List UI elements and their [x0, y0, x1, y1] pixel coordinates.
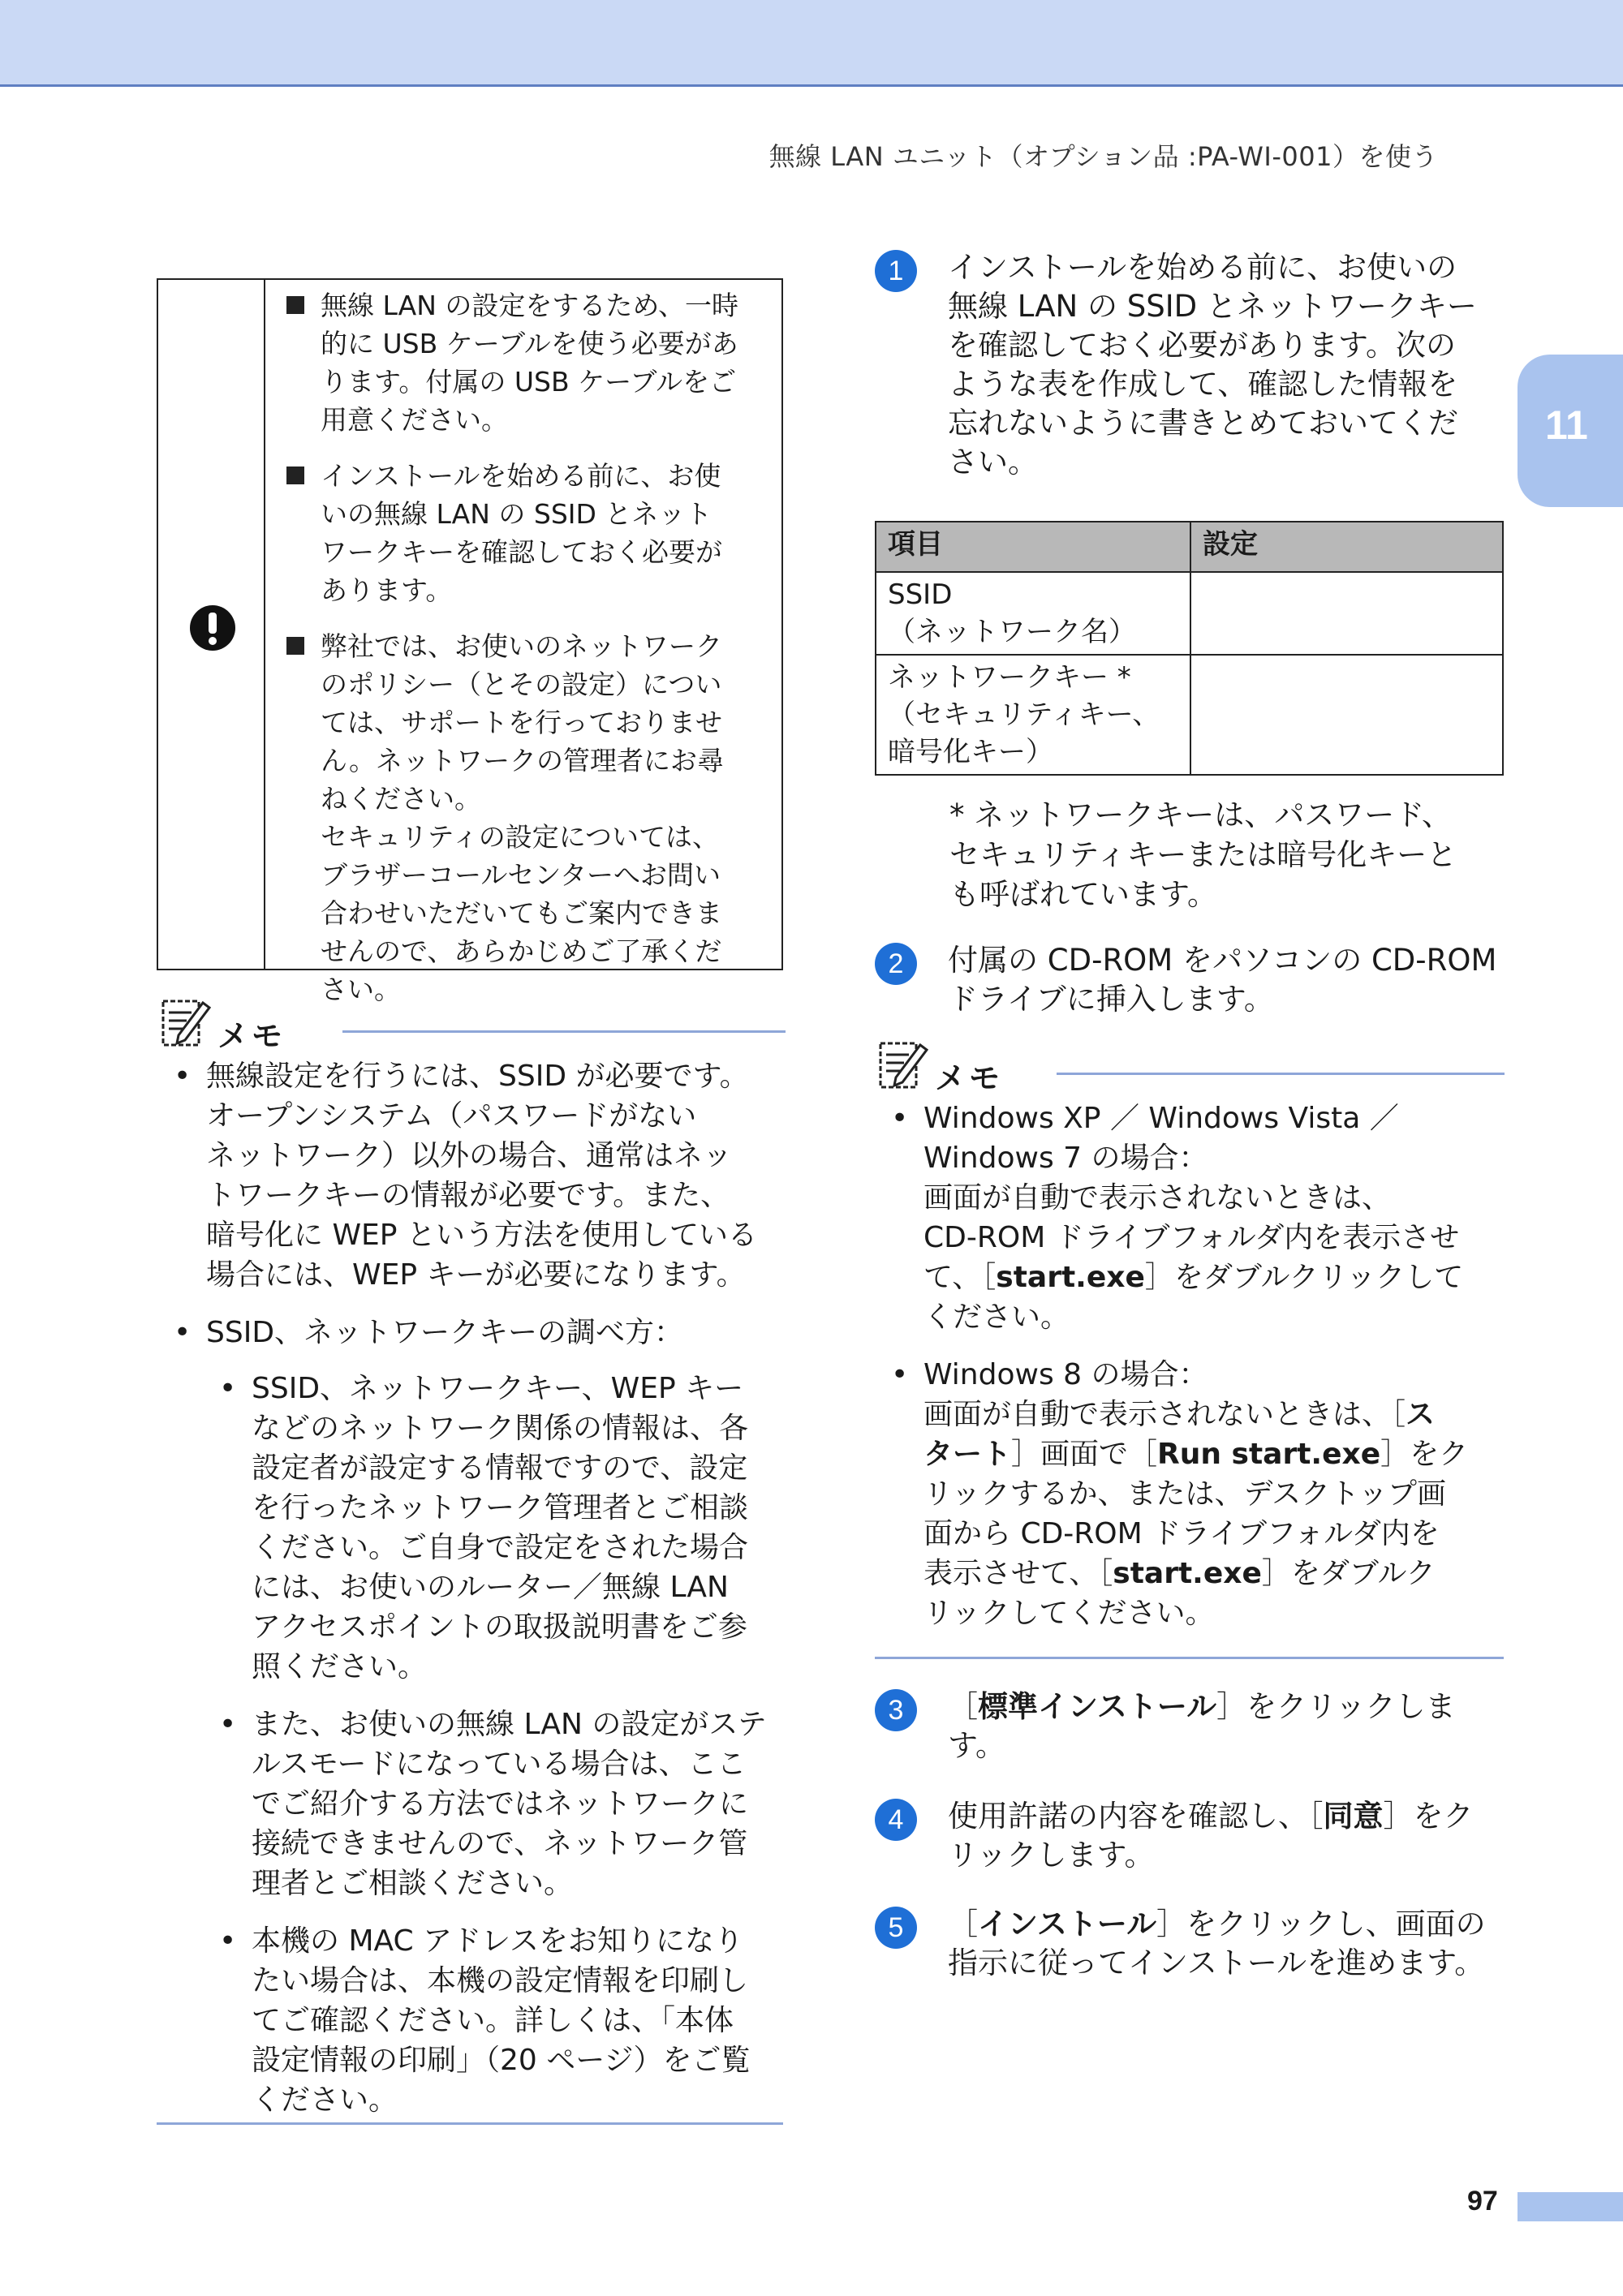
step-text — [948, 1905, 1508, 1983]
caution-item — [286, 457, 773, 609]
top-band — [0, 0, 1623, 87]
memo-line: Windows XP ／ Windows Vista ／ — [923, 1102, 1399, 1135]
memo-bullet — [161, 1313, 794, 2120]
memo-line: 理者とご相談ください。 — [252, 1867, 574, 1900]
memo-left-body — [161, 1056, 794, 2138]
caution-body — [286, 286, 773, 1026]
table-header: 設定 — [1190, 522, 1503, 572]
bullet-dot-icon: • — [219, 1708, 237, 1741]
text-run: 表示させて、［ — [923, 1557, 1113, 1590]
memo-right-body — [878, 1099, 1519, 1651]
memo-line: CD-ROM ドライブフォルダ内を表示させ — [923, 1221, 1460, 1254]
memo-end-rule — [157, 2122, 783, 2125]
cell-line: 暗号化キー） — [888, 736, 1053, 768]
caution-line: 無線 LAN の設定をするため、一時 — [321, 290, 739, 321]
memo-line: SSID、ネットワークキー、WEP キー — [252, 1372, 744, 1405]
memo-line: また、お使いの無線 LAN の設定がステ — [252, 1708, 767, 1741]
memo-rule — [342, 1030, 786, 1033]
step-number-badge: 1 — [875, 250, 917, 292]
caution-icon-column — [158, 280, 265, 969]
step-line — [948, 1797, 1508, 1836]
ui-label-bold: start.exe — [996, 1261, 1145, 1294]
cell-line: （セキュリティキー、 — [888, 699, 1160, 731]
caution-box — [157, 278, 783, 1005]
memo-header-left — [161, 996, 786, 1053]
memo-line — [923, 1434, 1519, 1474]
text-run: ］をク — [1383, 1799, 1474, 1834]
caution-line: インストールを始める前に、お使 — [321, 460, 721, 492]
page-number-bar — [1518, 2192, 1623, 2221]
memo-line: には、お使いのルーター／無線 LAN — [252, 1571, 729, 1604]
memo-line: 面から CD-ROM ドライブフォルダ内を — [923, 1517, 1440, 1550]
memo-sub-bullet — [206, 1705, 794, 1903]
step-text — [948, 248, 1508, 482]
memo-line: などのネットワーク関係の情報は、各 — [252, 1412, 749, 1445]
caution-line: いの無線 LAN の SSID とネット — [321, 498, 712, 530]
caution-line: ります。付属の USB ケーブルをご — [321, 366, 737, 398]
memo-title: メモ — [217, 1018, 286, 1054]
memo-title: メモ — [935, 1060, 1004, 1096]
step-4 — [875, 1797, 1508, 1875]
bullet-dot-icon: • — [174, 1060, 192, 1093]
memo-line: リックするか、または、デスクトップ画 — [923, 1477, 1447, 1511]
step-line: 忘れないように書きとめておいてくだ — [948, 406, 1458, 441]
memo-line: てご確認ください。詳しくは、「本体 — [252, 2004, 734, 2037]
caution-line: せんので、あらかじめご了承くだ — [321, 935, 722, 967]
step-number-badge: 3 — [875, 1689, 917, 1731]
table-header: 項目 — [876, 522, 1190, 572]
caution-line: セキュリティの設定については、 — [321, 821, 720, 853]
text-run: ］をダブルクリックして — [1144, 1261, 1464, 1294]
memo-line: リックしてください。 — [923, 1597, 1215, 1630]
running-header: 無線 LAN ユニット（オプション品 :PA-WI-001）を使う — [768, 141, 1438, 172]
memo-line: 画面が自動で表示されないときは、 — [923, 1181, 1392, 1215]
step-3 — [875, 1688, 1508, 1765]
step-line: を確認しておく必要があります。次の — [948, 328, 1457, 363]
chapter-tab — [1518, 355, 1623, 507]
memo-sub-bullet — [206, 1921, 794, 2120]
caution-line: 弊社では、お使いのネットワーク — [321, 630, 722, 662]
memo-line: ネットワーク）以外の場合、通常はネッ — [206, 1139, 733, 1172]
memo-line: ください。 — [252, 2083, 398, 2117]
bullet-dot-icon: • — [219, 1924, 237, 1958]
memo-line: 本機の MAC アドレスをお知りになり — [252, 1924, 743, 1958]
step-1 — [875, 248, 1508, 482]
memo-line: ルスモードになっている場合は、ここ — [252, 1748, 747, 1781]
memo-line: 場合には、WEP キーが必要になります。 — [206, 1258, 746, 1292]
step-number-badge: 2 — [875, 943, 917, 985]
memo-line: SSID、ネットワークキーの調べ方： — [206, 1316, 684, 1349]
text-run: 画面が自動で表示されないときは、［ — [923, 1398, 1406, 1431]
bullet-dot-icon: • — [219, 1372, 237, 1405]
caution-line: のポリシー（とその設定）につい — [321, 669, 722, 700]
memo-line: ください。 — [923, 1301, 1070, 1334]
step-line — [948, 1688, 1508, 1726]
footnote-line: も呼ばれています。 — [949, 877, 1218, 912]
memo-line: 暗号化に WEP という方法を使用している — [206, 1219, 757, 1252]
step-line: 指示に従ってインストールを進めます。 — [948, 1946, 1485, 1980]
table-row — [876, 572, 1503, 655]
step-5 — [875, 1905, 1508, 1983]
table-footnote — [949, 795, 1509, 914]
caution-line: ブラザーコールセンターへお問い — [321, 859, 721, 891]
ui-label-bold: タート — [923, 1438, 1012, 1471]
step-text — [948, 941, 1508, 1019]
text-run: 使用許諾の内容を確認し、［ — [948, 1799, 1324, 1834]
step-line: ドライブに挿入します。 — [948, 982, 1274, 1017]
text-run: ］をダブルク — [1261, 1557, 1436, 1590]
memo-line: 照ください。 — [252, 1650, 428, 1683]
memo-bullet — [161, 1056, 794, 1295]
table-cell-value — [1190, 572, 1503, 655]
caution-line: ワークキーを確認しておく必要が — [321, 536, 722, 568]
memo-line: アクセスポイントの取扱説明書をご参 — [252, 1610, 747, 1644]
ui-label-bold: 同意 — [1323, 1799, 1384, 1834]
bullet-dot-icon: • — [891, 1358, 909, 1391]
exclamation-circle-icon — [189, 604, 236, 651]
step-number-badge: 5 — [875, 1907, 917, 1949]
memo-line: 設定情報の印刷」（20 ページ）をご覧 — [252, 2044, 751, 2077]
page-number: 97 — [1467, 2186, 1498, 2216]
caution-item — [286, 286, 773, 439]
ui-label-bold: インストール — [978, 1907, 1157, 1941]
text-run: ］画面で［ — [1011, 1438, 1158, 1471]
cell-line: （ネットワーク名） — [888, 616, 1136, 648]
square-bullet-icon — [286, 467, 304, 484]
text-run: て、［ — [923, 1261, 997, 1294]
step-line: さい。 — [948, 445, 1038, 479]
footnote-line: セキュリティキーまたは暗号化キーと — [949, 837, 1457, 872]
cell-line: ネットワークキー * — [888, 661, 1131, 694]
memo-pencil-icon — [161, 996, 211, 1050]
step-text — [948, 1688, 1508, 1765]
caution-line: 用意ください。 — [321, 404, 508, 436]
step-text — [948, 1797, 1508, 1875]
settings-table — [875, 521, 1504, 776]
text-run: ［ — [948, 1689, 978, 1724]
caution-line: ん。ネットワークの管理者にお尋 — [321, 745, 724, 776]
caution-item — [286, 627, 773, 1008]
caution-line: 的に USB ケーブルを使う必要があ — [321, 328, 738, 359]
step-2 — [875, 941, 1508, 1019]
memo-line: オープンシステム（パスワードがない — [206, 1099, 697, 1133]
step-line — [948, 1905, 1508, 1944]
caution-line: 合わせいただいてもご案内できま — [321, 897, 722, 929]
memo-line: でご紹介する方法ではネットワークに — [252, 1787, 749, 1821]
text-run: ］をク — [1380, 1438, 1469, 1471]
memo-line: Windows 8 の場合： — [923, 1358, 1208, 1391]
step-line: インストールを始める前に、お使いの — [948, 250, 1457, 285]
memo-line: 接続できませんので、ネットワーク管 — [252, 1827, 748, 1860]
caution-line: ては、サポートを行っておりませ — [321, 707, 722, 738]
square-bullet-icon — [286, 637, 304, 655]
text-run: ］をクリックしま — [1216, 1689, 1456, 1724]
memo-line — [923, 1554, 1519, 1593]
memo-line: トワークキーの情報が必要です。また、 — [206, 1179, 730, 1212]
step-line: ような表を作成して、確認した情報を — [948, 367, 1458, 402]
memo-line: Windows 7 の場合： — [923, 1142, 1208, 1175]
step-line: 付属の CD-ROM をパソコンの CD-ROM — [948, 943, 1497, 978]
memo-end-rule — [875, 1657, 1504, 1659]
memo-line: を行ったネットワーク管理者とご相談 — [252, 1491, 749, 1524]
memo-line: 無線設定を行うには、SSID が必要です。 — [206, 1060, 749, 1093]
cell-line: SSID — [888, 578, 953, 611]
memo-sub-bullet — [206, 1369, 794, 1687]
memo-line — [923, 1258, 1519, 1297]
caution-line: さい。 — [321, 974, 401, 1005]
step-number-badge: 4 — [875, 1799, 917, 1841]
text-run: ］をクリックし、画面の — [1156, 1907, 1486, 1941]
memo-line: ください。ご自身で設定をされた場合 — [252, 1531, 749, 1564]
bullet-dot-icon: • — [174, 1316, 192, 1349]
ui-label-bold: Run start.exe — [1157, 1438, 1381, 1471]
table-header-row — [876, 522, 1503, 572]
memo-line: 設定者が設定する情報ですので、設定 — [252, 1451, 748, 1485]
footnote-line: * ネットワークキーは、パスワード、 — [949, 798, 1452, 832]
memo-bullet — [878, 1099, 1519, 1337]
memo-rule — [1057, 1073, 1505, 1075]
memo-header-right — [878, 1038, 1511, 1095]
caution-line: ねください。 — [321, 783, 481, 815]
table-cell-value — [1190, 655, 1503, 775]
ui-label-bold: start.exe — [1113, 1557, 1262, 1590]
table-row — [876, 655, 1503, 775]
step-line: 無線 LAN の SSID とネットワークキー — [948, 289, 1477, 324]
memo-pencil-icon — [878, 1038, 928, 1092]
ui-label-bold: 標準インストール — [978, 1689, 1217, 1724]
caution-line: あります。 — [321, 574, 453, 606]
text-run: ［ — [948, 1907, 978, 1941]
bullet-dot-icon: • — [891, 1102, 909, 1135]
step-line: す。 — [948, 1728, 1006, 1763]
step-line: リックします。 — [948, 1838, 1155, 1872]
memo-line — [923, 1395, 1519, 1434]
chapter-number: 11 — [1545, 402, 1588, 448]
table-cell — [876, 655, 1190, 775]
memo-bullet — [878, 1355, 1519, 1633]
ui-label-bold: ス — [1406, 1398, 1436, 1431]
table-cell — [876, 572, 1190, 655]
memo-line: たい場合は、本機の設定情報を印刷し — [252, 1964, 749, 1997]
square-bullet-icon — [286, 296, 304, 314]
